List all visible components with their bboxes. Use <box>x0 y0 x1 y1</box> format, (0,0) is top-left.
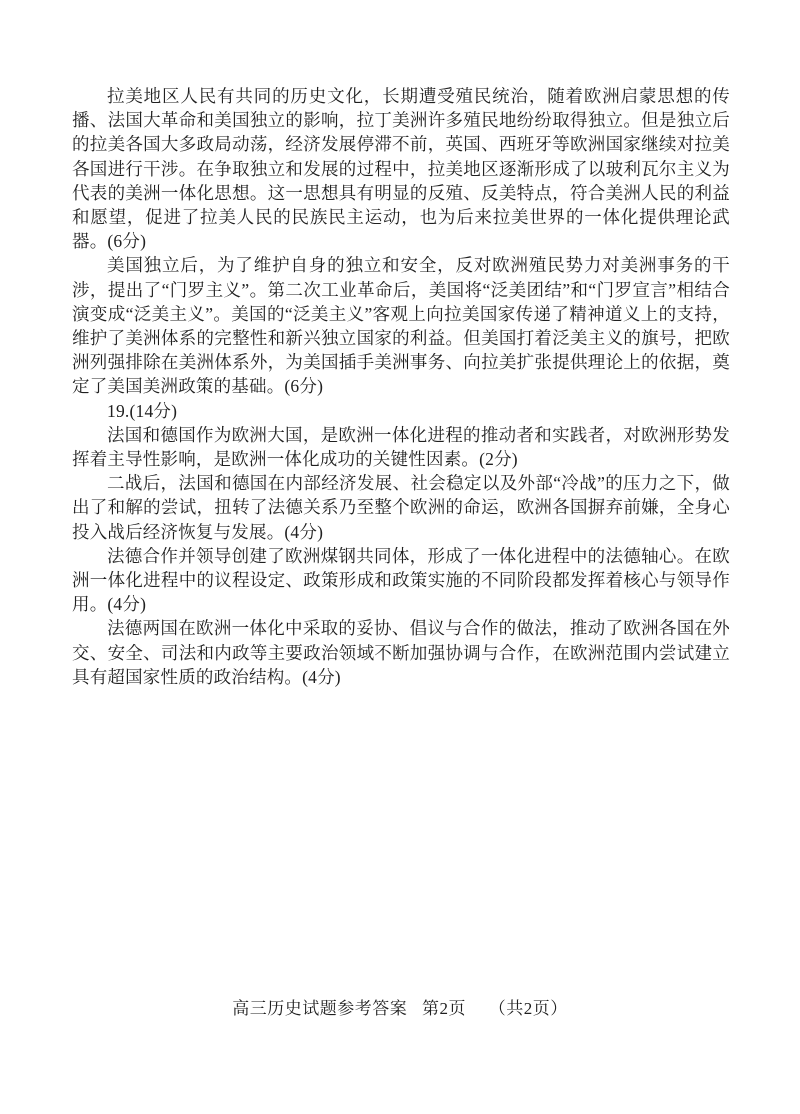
answer-paragraph-postwar-reconciliation: 二战后，法国和德国在内部经济发展、社会稳定以及外部“冷战”的压力之下，做出了和解的尝试，扭转了法德关系乃至整个欧洲的命运，欧洲各国摒弃前嫌，全身心投入战后经济恢复与发展。(4分) <box>72 473 730 542</box>
page-footer <box>0 994 800 1019</box>
answer-paragraph-latin-america: 拉美地区人民有共同的历史文化，长期遭受殖民统治，随着欧洲启蒙思想的传播、法国大革命和美国独立的影响，拉丁美洲许多殖民地纷纷取得独立。但是独立后的拉美各国大多政局动荡，经济发展停滞不前，英国、西班牙等欧洲国家继续对拉美各国进行干涉。在争取独立和发展的过程中，拉美地区逐渐形成了以玻利瓦尔主义为代表的美洲一体化思想。这一思想具有明显的反殖、反美特点，符合美洲人民的利益和愿望，促进了拉美人民的民族民主运动，也为后来拉美世界的一体化提供理论武器。(6分) <box>72 86 730 252</box>
question-19-number: 19.(14分) <box>107 400 178 421</box>
footer-page-total: （共2页） <box>488 999 568 1018</box>
answer-paragraph-coal-steel-community: 法德合作并领导创建了欧洲煤钢共同体，形成了一体化进程中的法德轴心。在欧洲一体化进程中的议程设定、政策形成和政策实施的不同阶段都发挥着核心与领导作用。(4分) <box>72 545 730 615</box>
footer-document-title: 高三历史试题参考答案 <box>232 999 408 1018</box>
answer-text-block <box>72 84 730 689</box>
answer-paragraph-france-germany-role: 法国和德国作为欧洲大国，是欧洲一体化进程的推动者和实践者，对欧洲形势发挥着主导性影响，是欧洲一体化成功的关键性因素。(2分) <box>72 424 730 470</box>
answer-paragraph-monroe-doctrine: 美国独立后，为了维护自身的独立和安全，反对欧洲殖民势力对美洲事务的干涉，提出了“门罗主义”。第二次工业革命后，美国将“泛美团结”和“门罗宣言”相结合演变成“泛美主义”。美国的“泛美主义”客观上向拉美国家传递了精神道义上的支持，维护了美洲体系的完整性和新兴独立国家的利益。但美国打着泛美主义的旗号，把欧洲列强排除在美洲体系外，为美国插手美洲事务、向拉美扩张提供理论上的依据，奠定了美国美洲政策的基础。(6分) <box>72 255 730 397</box>
answer-paragraph-political-structure: 法德两国在欧洲一体化中采取的妥协、倡议与合作的做法，推动了欧洲各国在外交、安全、司法和内政等主要政治领域不断加强协调与合作，在欧洲范围内尝试建立具有超国家性质的政治结构。(4分) <box>72 618 730 687</box>
footer-page-number: 第2页 <box>422 999 466 1018</box>
